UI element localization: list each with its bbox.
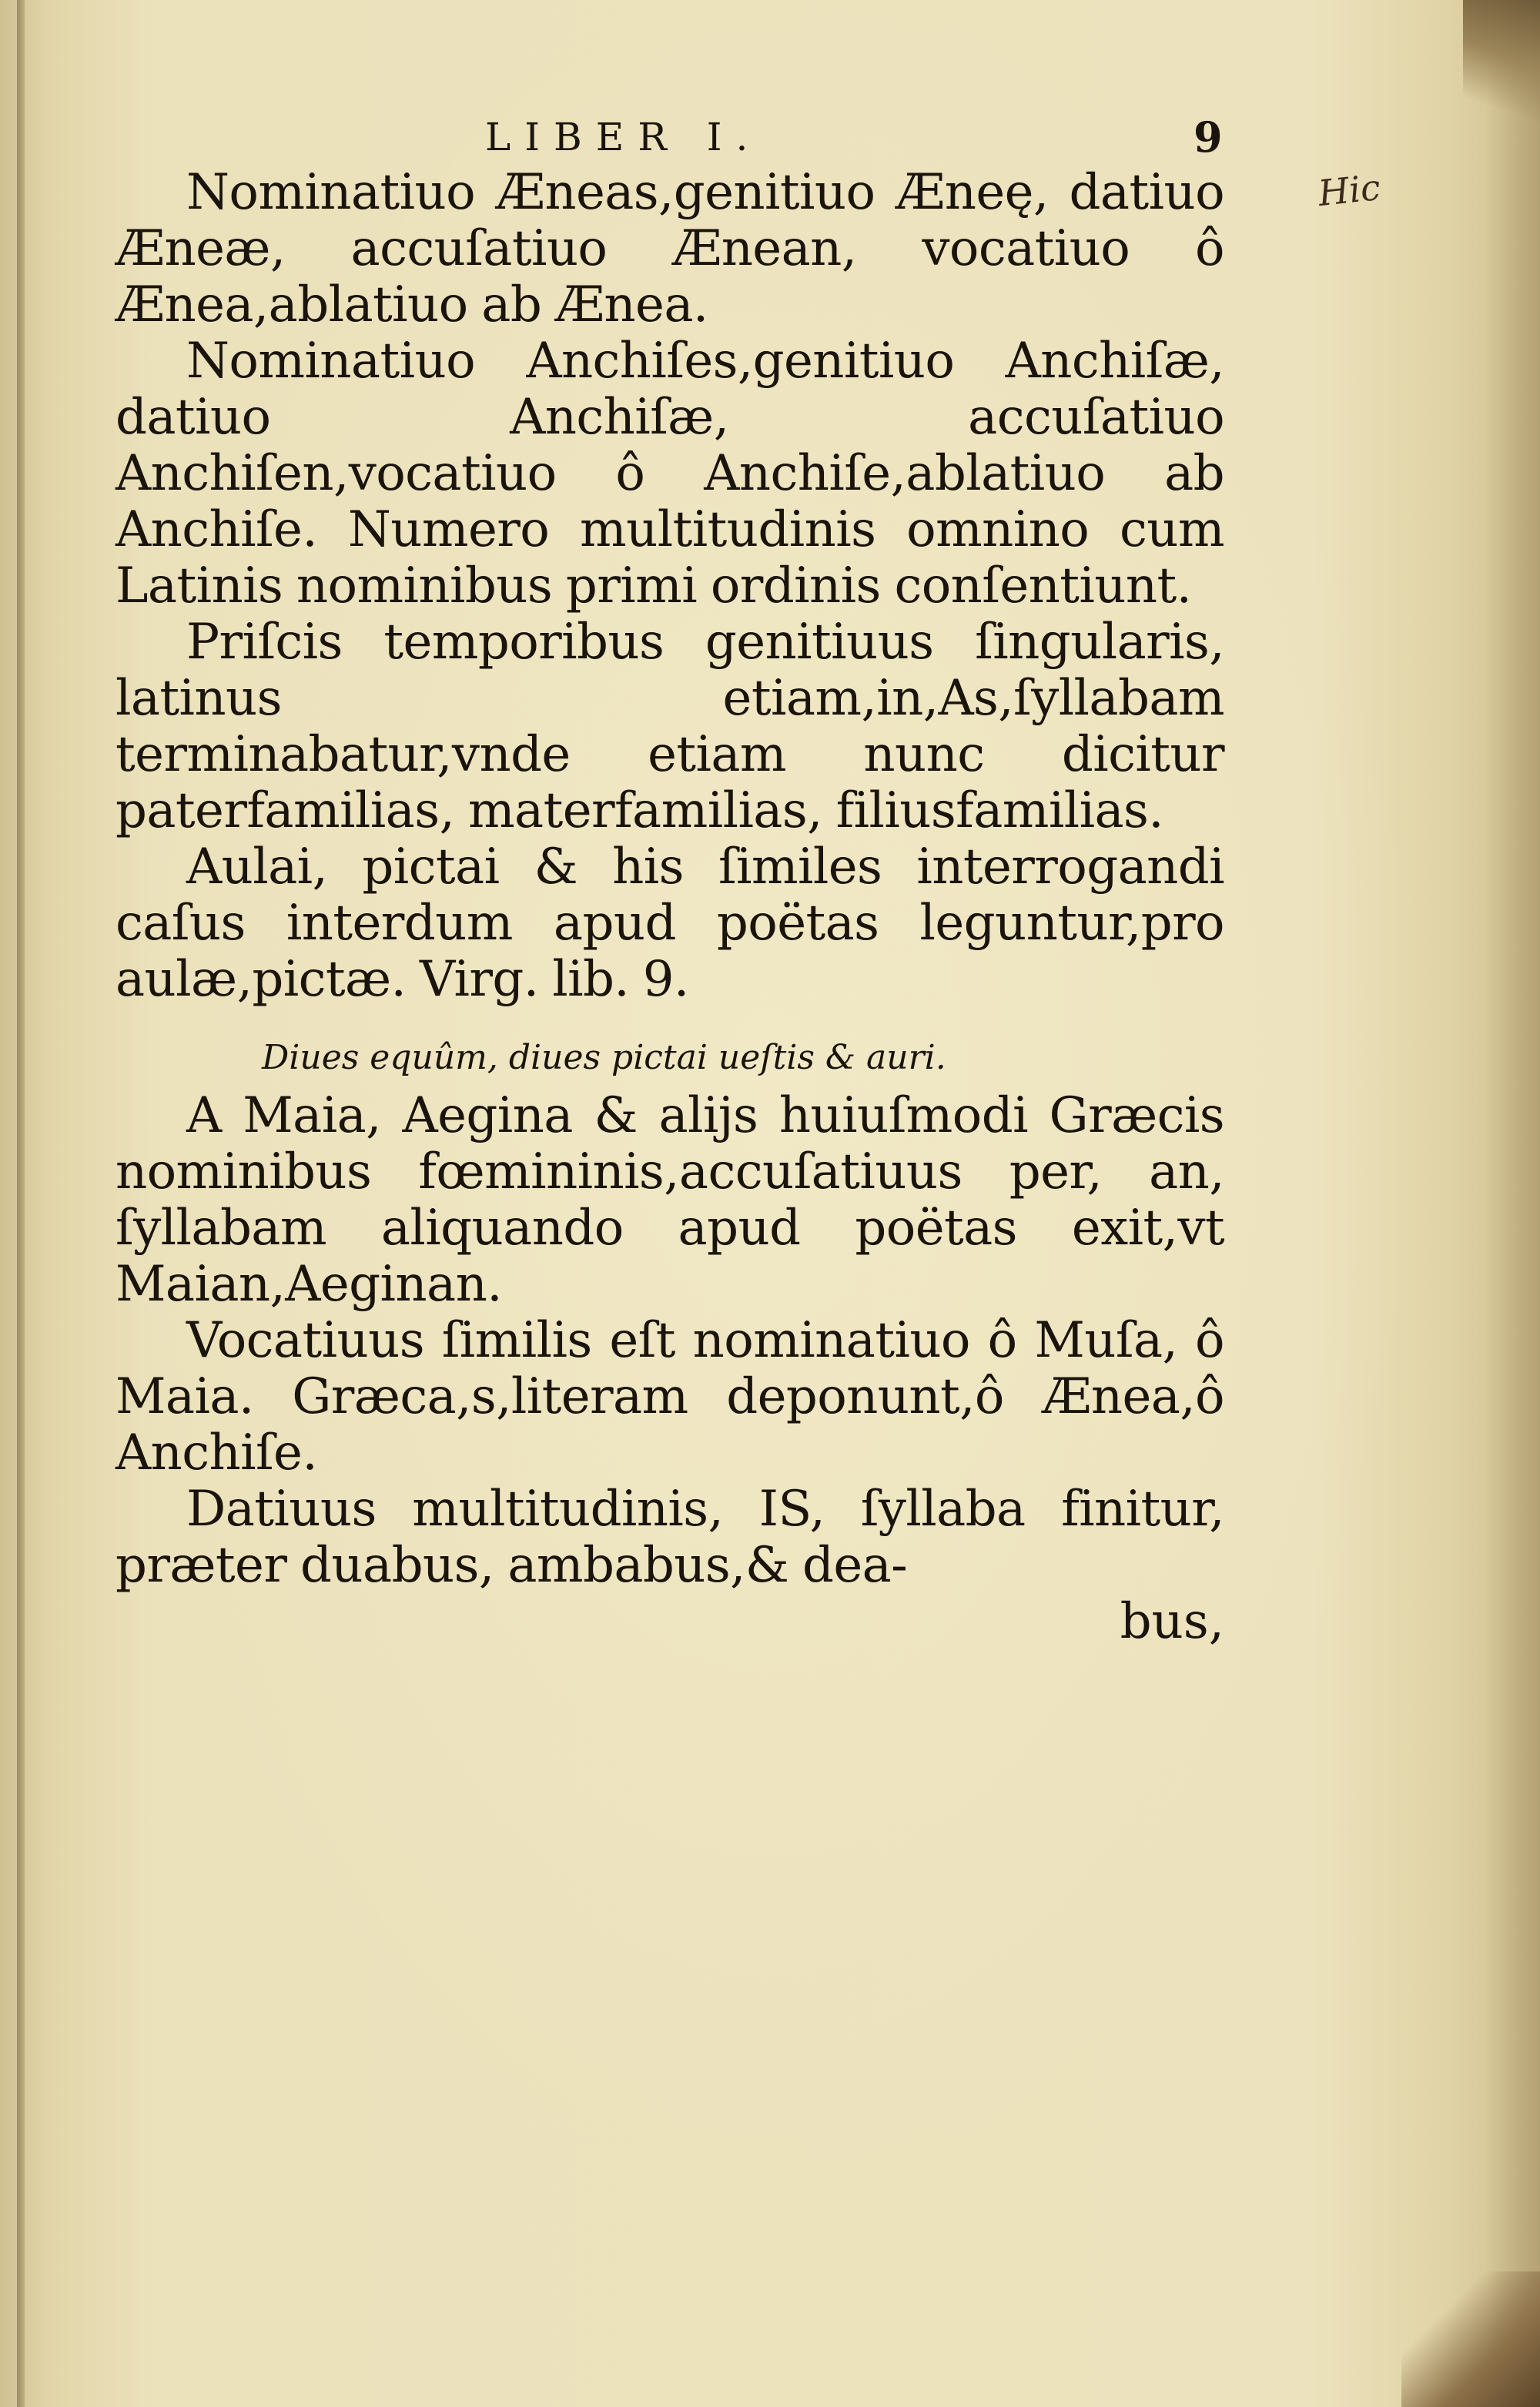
paragraph-dative: Datiuus multitudinis, IS, ſyllaba finitur, præter duabus, ambabus,& dea- bbox=[116, 1481, 1224, 1594]
paragraph-genitive: Priſcis temporibus genitiuus ſingularis, latinus etiam,in,As,ſyllabam terminabatur,vnde etiam nunc dicitur paterfamilias, materfamilias, filiusfamilias. bbox=[116, 614, 1224, 839]
page-header bbox=[116, 114, 1224, 160]
virgil-quote: Diues equûm, diues pictai ueſtis & auri. bbox=[262, 1038, 946, 1077]
binding-gutter bbox=[17, 0, 25, 2407]
paragraph-vocative: Vocatiuus ſimilis eſt nominatiuo ô Muſa, ô Maia. Græca,s,literam deponunt,ô Ænea,ô Anchiſe. bbox=[116, 1312, 1224, 1481]
page-number: 9 bbox=[1194, 112, 1223, 162]
page-edge-shadow bbox=[1486, 0, 1540, 2407]
running-head: LIBER I. bbox=[485, 115, 762, 159]
paragraph-maia: A Maia, Aegina & alijs huiuſmodi Græcis nominibus fœmininis,accuſatiuus per, an, ſyllabam aliquando apud poëtas exit,vt Maian,Aeginan. bbox=[116, 1087, 1224, 1313]
page-corner-bottom-right bbox=[1401, 2271, 1540, 2407]
catchword: bus, bbox=[1120, 1593, 1224, 1650]
paragraph-aulai: Aulai, pictai & his ſimiles interrogandi caſus interdum apud poëtas leguntur,pro aulæ,pictæ. Virg. lib. 9. bbox=[116, 839, 1224, 1008]
handwritten-marginalia: Hic bbox=[1316, 166, 1383, 215]
paragraph-anchises: Nominatiuo Anchiſes,genitiuo Anchiſæ, datiuo Anchiſæ, accuſatiuo Anchiſen,vocatiuo ô Anchiſe,ablatiuo ab Anchiſe. Numero multitudinis omnino cum Latinis nominibus primi ordinis conſentiunt. bbox=[116, 333, 1224, 614]
main-text bbox=[116, 165, 1224, 1650]
paragraph-aeneas: Nominatiuo Æneas,genitiuo Æneę, datiuo Æneæ, accuſatiuo Ænean, vocatiuo ô Ænea,ablatiuo ab Ænea. bbox=[116, 164, 1224, 333]
page-corner-top-right bbox=[1463, 0, 1540, 139]
